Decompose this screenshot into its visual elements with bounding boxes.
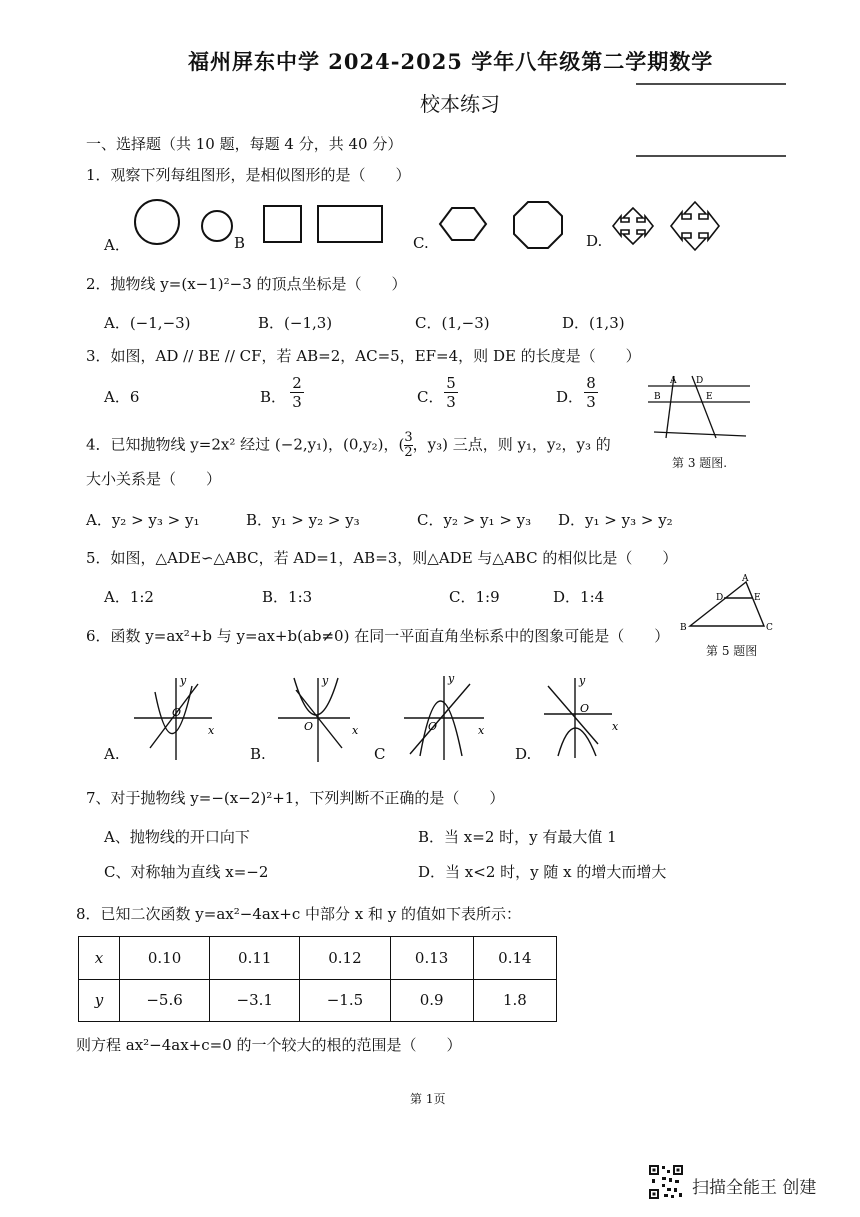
point-d-label: D [696, 376, 704, 386]
fraction-numerator: 3 [404, 430, 413, 445]
q2-option-c: C．(1,−3) [415, 314, 490, 332]
q4-option-d: D．y₁ > y₃ > y₂ [558, 511, 673, 529]
point-e-label: E [706, 392, 713, 402]
page-title: 福州屏东中学 2024-2025 学年八年级第二学期数学 [188, 49, 714, 74]
q2-option-b: B．(−1,3) [258, 314, 333, 332]
page-number: 第 1页 [410, 1092, 446, 1106]
q3-option-a: A．6 [104, 388, 140, 406]
fraction-denominator: 3 [586, 393, 596, 411]
qr-code-icon [648, 1164, 684, 1200]
fraction-denominator: 3 [446, 393, 456, 411]
q3-option-c: C． [417, 388, 444, 406]
question-5: 5．如图，△ADE∽△ABC，若 AD=1，AB=3，则△ADE 与△ABC 的相似比是（ ） [86, 549, 678, 567]
table-cell: 0.11 [210, 937, 300, 980]
table-cell: 0.12 [300, 937, 390, 980]
q3-d-fraction [584, 374, 598, 411]
graph-d-origin: O [580, 702, 590, 715]
q4-option-a: A．y₂ > y₃ > y₁ [86, 511, 200, 529]
q5-option-a: A．1:2 [104, 588, 154, 606]
q5-option-b: B．1:3 [262, 588, 313, 606]
q5-option-d: D．1:4 [553, 588, 605, 606]
q2-option-d: D．(1,3) [562, 314, 625, 332]
q2-option-a: A．(−1,−3) [104, 314, 191, 332]
question-2: 2．抛物线 y=(x−1)²−3 的顶点坐标是（ ） [86, 275, 407, 293]
graph-c-origin: O [428, 720, 438, 733]
question-1: 1．观察下列每组图形，是相似图形的是（ ） [86, 166, 411, 184]
point-b-label: B [680, 623, 687, 633]
graph-a-y-label: y [180, 674, 187, 687]
q6-option-b: B. [250, 745, 266, 763]
graph-c-x-label: x [478, 724, 485, 737]
q3-option-b: B． [260, 388, 287, 406]
table-cell: 1.8 [473, 979, 556, 1022]
graph-d-x-label: x [612, 720, 619, 733]
question-3: 3．如图，AD // BE // CF，若 AB=2，AC=5，EF=4，则 DE 的长度是（ ） [86, 347, 641, 365]
q3-option-d: D． [556, 388, 584, 406]
q7-option-d: D．当 x<2 时，y 随 x 的增大而增大 [418, 863, 667, 881]
table-cell: 0.14 [473, 937, 556, 980]
fraction-numerator: 2 [290, 374, 304, 393]
value-table [78, 936, 557, 1022]
q4-fraction [404, 431, 412, 460]
graph-a-x-label: x [208, 724, 215, 737]
q3-figure-caption: 第 3 题图. [672, 456, 728, 470]
q7-option-b: B．当 x=2 时，y 有最大值 1 [418, 828, 617, 846]
q6-option-d: D. [515, 745, 532, 763]
fraction-numerator: 5 [444, 374, 458, 393]
q4-stem-part1: 4．已知抛物线 y=2x² 经过 (−2,y₁)，(0,y₂)，( [86, 435, 405, 454]
fraction-numerator: 8 [584, 374, 598, 393]
question-7: 7、对于抛物线 y=−(x−2)²+1，下列判断不正确的是（ ） [86, 789, 505, 807]
graph-b-x-label: x [352, 724, 359, 737]
q5-option-c: C．1:9 [449, 588, 500, 606]
table-cell: x [79, 937, 120, 980]
q3-b-fraction [290, 374, 304, 411]
q5-figure-caption: 第 5 题图 [706, 644, 758, 658]
q6-option-a: A. [104, 745, 120, 763]
point-e-label: E [754, 593, 761, 603]
point-d-label: D [716, 593, 724, 603]
table-cell: 0.10 [120, 937, 210, 980]
q6-option-c: C [374, 745, 386, 763]
graph-a-origin: O [172, 706, 182, 719]
q3-figure [646, 372, 766, 452]
watermark-text: 扫描全能王 创建 [692, 1178, 817, 1198]
table-cell: −3.1 [210, 979, 300, 1022]
fraction-denominator: 2 [404, 445, 413, 460]
page-subtitle: 校本练习 [420, 92, 500, 116]
question-4-line2: 大小关系是（ ） [86, 470, 222, 488]
q6-graphs [0, 670, 860, 770]
graph-d-y-label: y [579, 674, 586, 687]
q1-option-b: B [234, 234, 246, 252]
graph-b-origin: O [304, 720, 314, 733]
table-cell: −5.6 [120, 979, 210, 1022]
table-row-x [79, 937, 557, 980]
table-cell: y [79, 979, 120, 1022]
point-b-label: B [654, 392, 661, 402]
q4-option-b: B．y₁ > y₂ > y₃ [246, 511, 360, 529]
q1-option-a: A． [104, 236, 130, 254]
point-a-label: A [742, 574, 749, 584]
table-cell: −1.5 [300, 979, 390, 1022]
q7-option-a: A、抛物线的开口向下 [104, 828, 250, 846]
point-c-label: C [766, 623, 773, 633]
section-heading: 一、选择题（共 10 题，每题 4 分，共 40 分） [86, 135, 403, 153]
question-4-line1 [86, 431, 611, 460]
question-6: 6．函数 y=ax²+b 与 y=ax+b(ab≠0) 在同一平面直角坐标系中的图象可能是（ ） [86, 627, 670, 645]
q4-stem-part2: ，y₃) 三点，则 y₁，y₂，y₃ 的 [412, 435, 611, 454]
q5-figure [680, 576, 780, 636]
q1-option-d: D. [586, 232, 603, 250]
q7-option-c: C、对称轴为直线 x=−2 [104, 863, 269, 881]
point-a-label: A [670, 376, 677, 386]
table-row-y [79, 979, 557, 1022]
q1-figures [0, 198, 860, 258]
q1-option-c: C. [413, 234, 429, 252]
graph-c-y-label: y [448, 672, 455, 685]
q4-option-c: C．y₂ > y₁ > y₃ [417, 511, 532, 529]
graph-b-y-label: y [322, 674, 329, 687]
q3-c-fraction [444, 374, 458, 411]
question-8-tail: 则方程 ax²−4ax+c=0 的一个较大的根的范围是（ ） [76, 1036, 462, 1054]
question-8: 8．已知二次函数 y=ax²−4ax+c 中部分 x 和 y 的值如下表所示： [76, 905, 522, 923]
table-cell: 0.9 [390, 979, 473, 1022]
fraction-denominator: 3 [292, 393, 302, 411]
table-cell: 0.13 [390, 937, 473, 980]
